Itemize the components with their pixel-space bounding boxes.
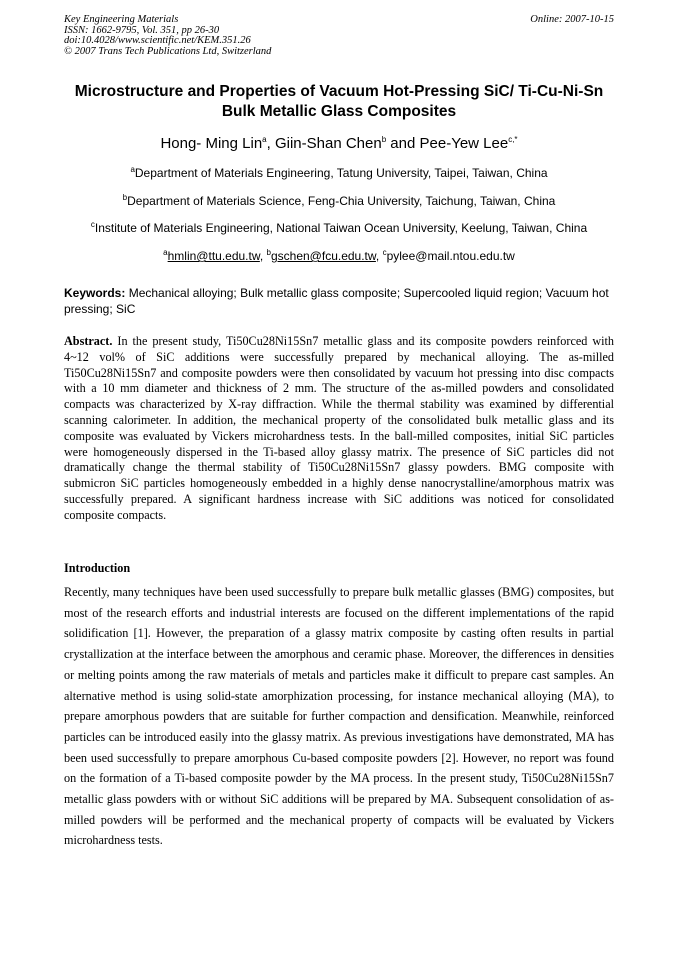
- author-affil-mark: b: [381, 135, 387, 144]
- email-mark: b: [266, 248, 271, 257]
- email-list: [30, 249, 648, 263]
- paper-title: [40, 82, 638, 122]
- author-name: Giin-Shan Chen: [274, 135, 382, 152]
- affiliation: [30, 166, 648, 180]
- email-mark: a: [163, 248, 168, 257]
- affiliation-mark: c: [90, 220, 95, 229]
- author-name: Hong- Ming Lin: [160, 135, 263, 152]
- affiliation: [30, 194, 648, 208]
- abstract-text: In the present study, Ti50Cu28Ni15Sn7 metallic glass and its composite powders reinforced with 4~12 vol% of SiC additions were successfully prepared by mechanical alloying. The as-milled Ti50Cu28Ni15Sn7 and composite powders were then consolidated by vacuum hot pressing into disc compacts with a 10 mm diameter and thickness of 2 mm. The structure of the as-milled powders and consolidated compacts was characterized by X-ray diffraction. While the thermal stability was examined by differential scanning calorimeter. In addition, the mechanical property of the consolidated bulk metallic glass and its composite was evaluated by Vickers microhardness tests. In the ball-milled composites, initial SiC particles were homogeneously dispersed in the Ti-based alloy glassy matrix. The presence of SiC particles did not dramatically change the thermal stability of Ti50Cu28Ni15Sn7 glassy powders. BMG composite with submicron SiC particles homogeneously embedded in a highly dense nanocrystalline/amorphous matrix was successfully prepared. A significant hardness increase with SiC additions was noticed for consolidated composite compacts.: [64, 334, 614, 522]
- abstract-section: [64, 334, 614, 524]
- online-date: Online: 2007-10-15: [530, 14, 614, 25]
- author-separator: and: [386, 135, 420, 152]
- email-separator: ,: [375, 249, 383, 263]
- affiliation: [30, 221, 648, 235]
- author-affil-mark: a: [262, 135, 267, 144]
- keywords-section: [64, 286, 614, 317]
- title-line-2: Bulk Metallic Glass Composites: [221, 103, 457, 120]
- doi-line: doi:10.4028/www.scientific.net/KEM.351.26: [64, 35, 251, 46]
- author-list: [40, 135, 638, 153]
- introduction-paragraph: Recently, many techniques have been used successfully to prepare bulk metallic glasses (BMG) composites, but most of the research efforts and industrial interests are focused on the different implementations of the rapid solidification [1]. However, the preparation of a glassy matrix composite by casting often results in partial crystallization at the interface between the amorphous and ceramic phase. Moreover, the differences in densities or melting points among the raw materials of metals and particles make it difficult to prepare cast samples. An alternative method is using solid-state amorphization processing, for instance mechanical alloying (MA), to prepare amorphous powders that are suitable for further compaction and densification. Meanwhile, reinforced particles can be introduced easily into the glassy matrix. As previous investigations have demonstrated, MA has been used successfully to prepare amorphous Cu-based composite powders [2]. However, no report was found on the formation of a Ti-based composite powder by the MA process. In the present study, Ti50Cu28Ni15Sn7 metallic glass powders with or without SiC additions will be prepared by MA. Subsequent consolidation of as-milled powders will be performed and the mechanical property of compacts will be evaluated by Vickers microhardness tests.: [64, 585, 614, 848]
- email-separator: ,: [259, 249, 267, 263]
- email-link[interactable]: hmlin@ttu.edu.tw: [167, 249, 260, 263]
- keywords-text: Mechanical alloying; Bulk metallic glass composite; Supercooled liquid region; Vacuum hot pressing; SiC: [64, 286, 609, 316]
- keywords-label: Keywords:: [64, 286, 126, 300]
- section-heading: Introduction: [64, 561, 131, 575]
- email-link[interactable]: gschen@fcu.edu.tw: [270, 249, 376, 263]
- author-name: Pee-Yew Lee: [419, 135, 509, 152]
- email-mark: c: [382, 248, 387, 257]
- affiliation-mark: b: [122, 193, 128, 202]
- author-affil-mark: c,*: [508, 135, 518, 144]
- journal-name: Key Engineering Materials: [64, 14, 179, 25]
- email-text: pylee@mail.ntou.edu.tw: [386, 249, 515, 263]
- abstract-label: Abstract.: [64, 334, 113, 348]
- issn-line: ISSN: 1662-9795, Vol. 351, pp 26-30: [64, 24, 220, 36]
- affiliation-mark: a: [130, 165, 135, 174]
- publication-header: [64, 15, 271, 57]
- affiliation-text: Department of Materials Science, Feng-Chia University, Taichung, Taiwan, China: [127, 194, 556, 208]
- title-line-1: Microstructure and Properties of Vacuum Hot-Pressing SiC/ Ti-Cu-Ni-Sn: [74, 83, 604, 100]
- author-separator: ,: [266, 135, 275, 152]
- affiliation-text: Institute of Materials Engineering, National Taiwan Ocean University, Keelung, Taiwan, China: [94, 221, 588, 235]
- affiliation-text: Department of Materials Engineering, Tatung University, Taipei, Taiwan, China: [134, 166, 548, 180]
- copyright-line: © 2007 Trans Tech Publications Ltd, Switzerland: [64, 45, 272, 57]
